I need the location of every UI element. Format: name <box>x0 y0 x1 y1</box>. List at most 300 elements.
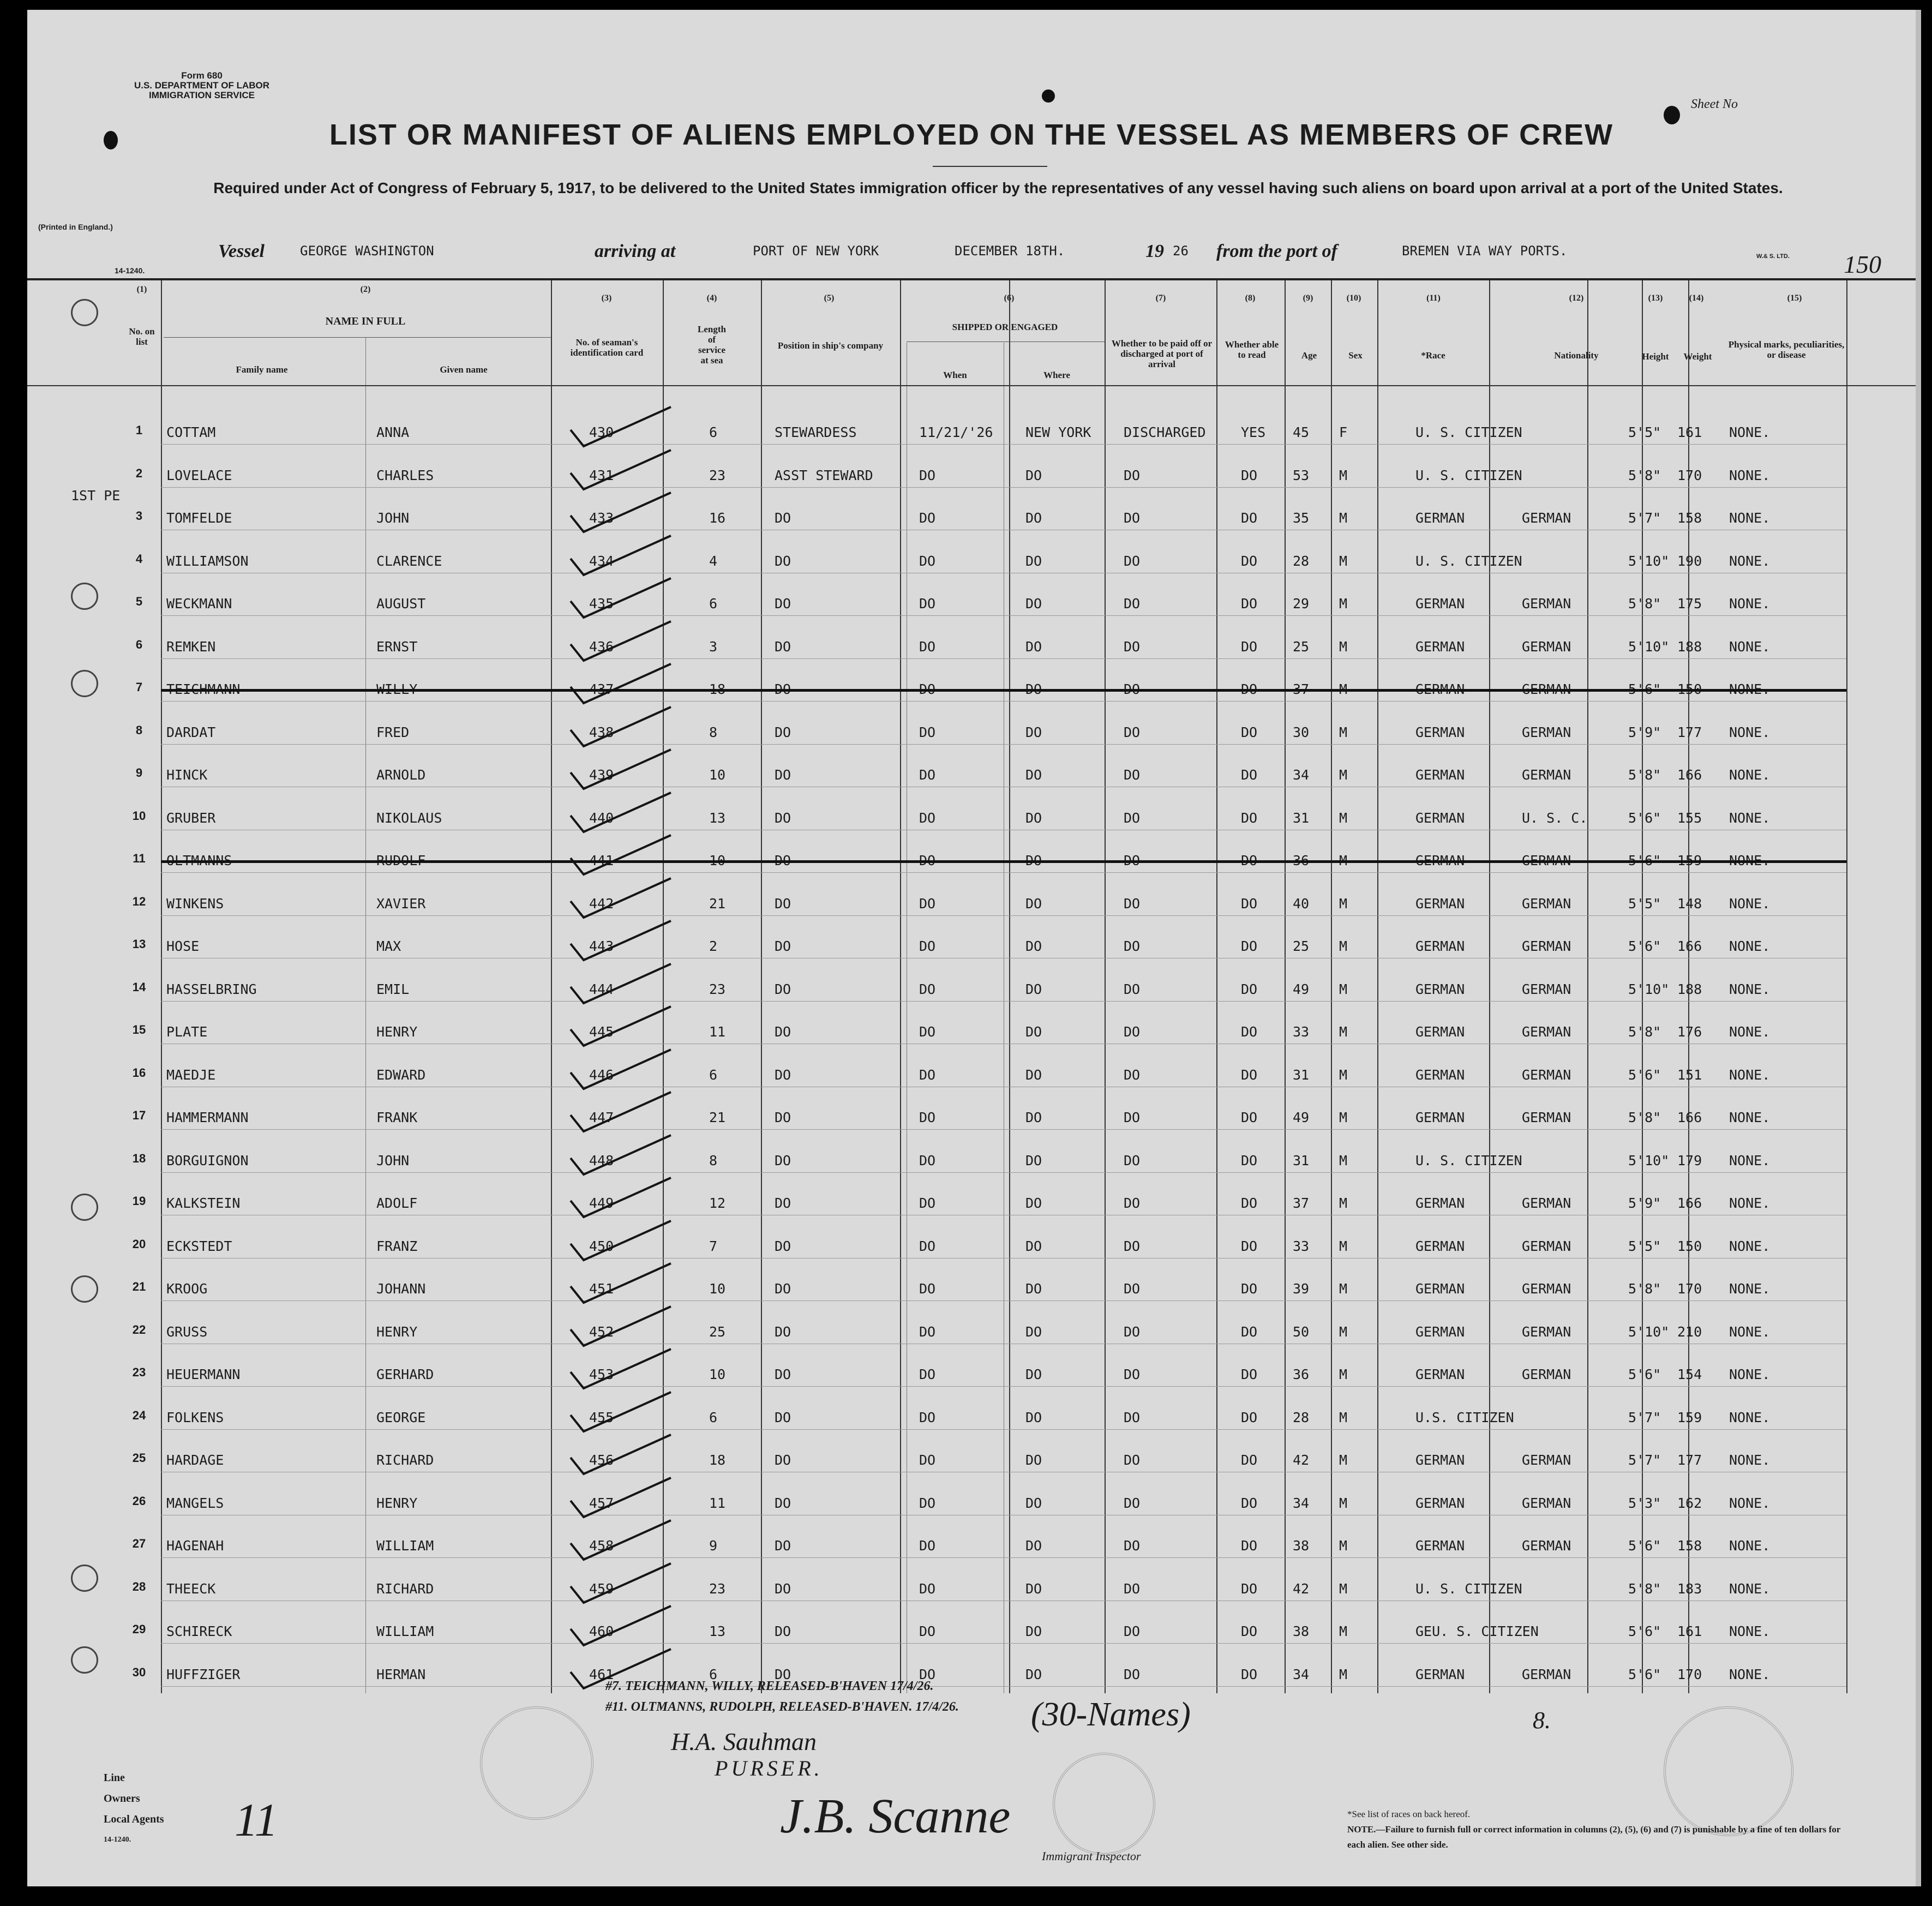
col-rule <box>1285 280 1286 1693</box>
cell-paid: DO <box>1124 638 1141 655</box>
cell-service: 23 <box>709 467 726 483</box>
cell-when: DO <box>919 1152 936 1168</box>
cell-given: WILLIAM <box>376 1538 434 1554</box>
cell-paid: DO <box>1124 553 1141 569</box>
cell-nationality: GERMAN <box>1522 1281 1571 1297</box>
cell-given: FRANZ <box>376 1238 418 1254</box>
col2-given-header: Given name <box>440 364 488 375</box>
cell-where: NEW YORK <box>1025 424 1091 440</box>
col-rule <box>161 280 162 1693</box>
cell-given: HENRY <box>376 1495 418 1511</box>
cell-age: 31 <box>1293 1152 1310 1168</box>
row-rule <box>161 1172 1846 1173</box>
cell-race: GEU. S. CITIZEN <box>1415 1623 1539 1639</box>
cell-read: DO <box>1241 981 1258 997</box>
cell-paid: DO <box>1124 810 1141 826</box>
cell-card: 457 <box>589 1495 614 1511</box>
consulate-stamp <box>1664 1706 1793 1836</box>
cell-read: DO <box>1241 1238 1258 1254</box>
cell-paid: DO <box>1124 1666 1141 1682</box>
cell-sex: M <box>1339 1024 1348 1040</box>
cell-height: 5'10" <box>1628 638 1670 655</box>
row-rule <box>161 1300 1846 1301</box>
cell-family: HUFFZIGER <box>166 1666 241 1682</box>
form-service: IMMIGRATION SERVICE <box>149 90 255 100</box>
cell-position: DO <box>775 1538 791 1554</box>
cell-given: HENRY <box>376 1024 418 1040</box>
cell-when: DO <box>919 1195 936 1211</box>
printed-in-note: (Printed in England.) <box>38 223 113 231</box>
check-mark-icon <box>567 1516 676 1565</box>
cell-read: DO <box>1241 1281 1258 1297</box>
cell-nationality: GERMAN <box>1522 981 1571 997</box>
cell-position: DO <box>775 1452 791 1468</box>
cell-sex: M <box>1339 1580 1348 1597</box>
cell-family: KALKSTEIN <box>166 1195 241 1211</box>
cell-given: EDWARD <box>376 1066 426 1083</box>
cell-service: 9 <box>709 1538 718 1554</box>
col-rule <box>551 280 552 1693</box>
cell-family: HAGENAH <box>166 1538 224 1554</box>
cell-where: DO <box>1025 1666 1042 1682</box>
cell-age: 42 <box>1293 1452 1310 1468</box>
cell-nationality: GERMAN <box>1522 1366 1571 1382</box>
cell-read: YES <box>1241 424 1266 440</box>
cell-read: DO <box>1241 1409 1258 1425</box>
cell-paid: DO <box>1124 767 1141 783</box>
cell-marks: NONE. <box>1729 467 1771 483</box>
cell-marks: NONE. <box>1729 1538 1771 1554</box>
vessel-label: Vessel <box>218 241 265 261</box>
cell-marks: NONE. <box>1729 767 1771 783</box>
check-mark-icon <box>567 1259 676 1308</box>
cell-service: 23 <box>709 1580 726 1597</box>
cell-where: DO <box>1025 1110 1042 1125</box>
cell-family: HARDAGE <box>166 1452 224 1468</box>
cell-race: GERMAN <box>1415 1538 1465 1554</box>
cell-service: 2 <box>709 938 718 954</box>
cell-card: 444 <box>589 981 614 997</box>
cell-height: 5'6" <box>1628 1666 1661 1682</box>
cell-service: 7 <box>709 1238 718 1254</box>
cell-given: ANNA <box>376 424 410 440</box>
cell-family: MANGELS <box>166 1495 224 1511</box>
cell-paid: DO <box>1124 1623 1141 1639</box>
arrival-date: DECEMBER 18TH. <box>955 243 1065 259</box>
row-number: 26 <box>132 1494 146 1508</box>
cell-marks: NONE. <box>1729 1110 1771 1125</box>
col12-header: Nationality <box>1554 350 1599 361</box>
cell-read: DO <box>1241 638 1258 655</box>
cell-where: DO <box>1025 1538 1042 1554</box>
cell-when: DO <box>919 1580 936 1597</box>
col14-number: (14) <box>1689 293 1704 303</box>
cell-height: 5'8" <box>1628 596 1661 612</box>
punch-hole <box>71 299 98 326</box>
cell-family: HINCK <box>166 767 208 783</box>
cell-race: U. S. CITIZEN <box>1415 1152 1522 1168</box>
cell-family: GRUBER <box>166 810 216 826</box>
check-mark-icon <box>567 1559 676 1608</box>
cell-family: DARDAT <box>166 724 216 740</box>
cell-when: DO <box>919 467 936 483</box>
cell-given: RICHARD <box>376 1580 434 1597</box>
row-number: 21 <box>132 1280 146 1293</box>
table-top-rule <box>27 278 1916 280</box>
check-mark-icon <box>567 703 676 752</box>
cell-position: DO <box>775 1152 791 1168</box>
cell-height: 5'6" <box>1628 810 1661 826</box>
cell-nationality: GERMAN <box>1522 1195 1571 1211</box>
row-number: 5 <box>135 595 143 608</box>
cell-sex: M <box>1339 596 1348 612</box>
cell-paid: DO <box>1124 1580 1141 1597</box>
cell-where: DO <box>1025 981 1042 997</box>
check-mark-icon <box>567 531 676 580</box>
col-rule <box>1216 280 1217 1693</box>
cell-sex: M <box>1339 767 1348 783</box>
check-mark-icon <box>567 617 676 666</box>
form-number: Form 680 <box>181 70 223 81</box>
check-mark-icon <box>567 831 676 880</box>
cell-age: 49 <box>1293 981 1310 997</box>
cell-read: DO <box>1241 510 1258 526</box>
col-rule <box>1846 280 1847 1693</box>
cell-given: FRANK <box>376 1110 418 1125</box>
col8-header: Whether able to read <box>1225 339 1279 360</box>
cell-where: DO <box>1025 467 1042 483</box>
check-mark-icon <box>567 1602 676 1651</box>
cell-given: JOHANN <box>376 1281 426 1297</box>
cell-height: 5'10" <box>1628 1323 1670 1340</box>
cell-family: HAMMERMANN <box>166 1110 249 1125</box>
cell-read: DO <box>1241 724 1258 740</box>
cell-sex: M <box>1339 1152 1348 1168</box>
cell-marks: NONE. <box>1729 724 1771 740</box>
cell-where: DO <box>1025 638 1042 655</box>
cell-marks: NONE. <box>1729 1024 1771 1040</box>
cell-weight: 155 <box>1677 810 1702 826</box>
page-number-handwritten: 150 <box>1844 250 1881 278</box>
col-rule <box>761 280 762 1693</box>
cell-read: DO <box>1241 1366 1258 1382</box>
cell-family: WECKMANN <box>166 596 232 612</box>
consulate-stamp <box>480 1706 593 1820</box>
cell-marks: NONE. <box>1729 895 1771 912</box>
cell-family: COTTAM <box>166 424 216 440</box>
col13-number: (13) <box>1648 293 1663 303</box>
cell-given: XAVIER <box>376 895 426 912</box>
cell-age: 33 <box>1293 1238 1310 1254</box>
cell-position: DO <box>775 1066 791 1083</box>
cell-paid: DO <box>1124 1152 1141 1168</box>
cell-height: 5'8" <box>1628 1281 1661 1297</box>
cell-sex: M <box>1339 724 1348 740</box>
cell-read: DO <box>1241 1538 1258 1554</box>
header-bottom-rule <box>27 385 1916 386</box>
cell-card: 430 <box>589 424 614 440</box>
cell-sex: M <box>1339 1066 1348 1083</box>
cell-age: 53 <box>1293 467 1310 483</box>
cell-position: DO <box>775 981 791 997</box>
cell-family: HASSELBRING <box>166 981 257 997</box>
col9-number: (9) <box>1303 293 1313 303</box>
cell-age: 30 <box>1293 724 1310 740</box>
cell-height: 5'3" <box>1628 1495 1661 1511</box>
cell-when: DO <box>919 1066 936 1083</box>
cell-paid: DO <box>1124 1538 1141 1554</box>
cell-age: 34 <box>1293 767 1310 783</box>
cell-weight: 176 <box>1677 1024 1702 1040</box>
cell-sex: M <box>1339 553 1348 569</box>
row-number: 6 <box>135 637 143 651</box>
cell-race: GERMAN <box>1415 596 1465 612</box>
cell-nationality: GERMAN <box>1522 938 1571 954</box>
cell-weight: 190 <box>1677 553 1702 569</box>
punch-hole <box>71 1275 98 1303</box>
cell-paid: DO <box>1124 1110 1141 1125</box>
cell-where: DO <box>1025 1066 1042 1083</box>
cell-card: 438 <box>589 724 614 740</box>
cell-height: 5'6" <box>1628 1366 1661 1382</box>
col6-header: SHIPPED OR ENGAGED <box>952 322 1058 332</box>
footer-code: 14-1240. <box>104 1836 131 1844</box>
cell-marks: NONE. <box>1729 1495 1771 1511</box>
col13-header: Height <box>1642 351 1669 362</box>
cell-service: 6 <box>709 596 718 612</box>
cell-when: DO <box>919 810 936 826</box>
cell-height: 5'6" <box>1628 1538 1661 1554</box>
cell-nationality: GERMAN <box>1522 1452 1571 1468</box>
check-mark-icon <box>567 874 676 923</box>
sub-header-rule <box>164 337 551 338</box>
cell-given: MAX <box>376 938 401 954</box>
cell-when: DO <box>919 981 936 997</box>
cell-when: DO <box>919 510 936 526</box>
cell-paid: DO <box>1124 1281 1141 1297</box>
cell-weight: 170 <box>1677 1281 1702 1297</box>
cell-paid: DO <box>1124 1323 1141 1340</box>
cell-card: 449 <box>589 1195 614 1211</box>
col1-header: No. on list <box>129 326 155 347</box>
cell-service: 11 <box>709 1495 726 1511</box>
cell-where: DO <box>1025 895 1042 912</box>
cell-when: DO <box>919 1323 936 1340</box>
cell-given: RICHARD <box>376 1452 434 1468</box>
cell-marks: NONE. <box>1729 1580 1771 1597</box>
row-rule <box>161 1557 1846 1558</box>
cell-nationality: GERMAN <box>1522 895 1571 912</box>
cell-where: DO <box>1025 1366 1042 1382</box>
cell-race: GERMAN <box>1415 767 1465 783</box>
col-rule <box>1331 280 1332 1693</box>
cell-age: 42 <box>1293 1580 1310 1597</box>
cell-nationality: GERMAN <box>1522 1323 1571 1340</box>
cell-nationality: U. S. C. <box>1522 810 1588 826</box>
cell-where: DO <box>1025 1281 1042 1297</box>
check-mark-icon <box>567 745 676 794</box>
cell-marks: NONE. <box>1729 553 1771 569</box>
row-number: 13 <box>132 937 146 951</box>
check-mark-icon <box>567 1088 676 1137</box>
cell-sex: M <box>1339 467 1348 483</box>
cell-sex: M <box>1339 1323 1348 1340</box>
cell-marks: NONE. <box>1729 1195 1771 1211</box>
cell-family: FOLKENS <box>166 1409 224 1425</box>
cell-age: 39 <box>1293 1281 1310 1297</box>
cell-service: 21 <box>709 1110 726 1125</box>
cell-paid: DO <box>1124 1066 1141 1083</box>
cell-given: GEORGE <box>376 1409 426 1425</box>
margin-note: 1ST PE <box>71 488 121 504</box>
sub-header-rule <box>907 341 1105 342</box>
cell-given: GERHARD <box>376 1366 434 1382</box>
year-prefix: 19 <box>1145 241 1164 261</box>
cell-weight: 177 <box>1677 1452 1702 1468</box>
cell-weight: 188 <box>1677 638 1702 655</box>
cell-age: 34 <box>1293 1495 1310 1511</box>
cell-age: 50 <box>1293 1323 1310 1340</box>
punch-hole <box>1042 89 1055 103</box>
cell-height: 5'9" <box>1628 1195 1661 1211</box>
cell-read: DO <box>1241 810 1258 826</box>
cell-read: DO <box>1241 767 1258 783</box>
cell-marks: NONE. <box>1729 1281 1771 1297</box>
check-mark-icon <box>567 1131 676 1180</box>
cell-height: 5'6" <box>1628 1066 1661 1083</box>
cell-paid: DO <box>1124 510 1141 526</box>
cell-paid: DO <box>1124 1366 1141 1382</box>
cell-height: 5'7" <box>1628 1452 1661 1468</box>
vessel-name: GEORGE WASHINGTON <box>300 243 434 259</box>
row-rule <box>161 872 1846 873</box>
cell-where: DO <box>1025 553 1042 569</box>
row-rule <box>161 444 1846 445</box>
check-mark-icon <box>567 1216 676 1266</box>
row-rule <box>161 1129 1846 1130</box>
row-rule <box>161 615 1846 616</box>
cell-position: DO <box>775 1366 791 1382</box>
total-names: (30-Names) <box>1031 1696 1191 1733</box>
cell-weight: 158 <box>1677 510 1702 526</box>
punch-hole <box>71 1646 98 1674</box>
cell-when: DO <box>919 1409 936 1425</box>
cell-race: GERMAN <box>1415 1110 1465 1125</box>
cell-paid: DO <box>1124 1452 1141 1468</box>
row-rule <box>161 1429 1846 1430</box>
cell-race: U.S. CITIZEN <box>1415 1409 1514 1425</box>
cell-marks: NONE. <box>1729 596 1771 612</box>
cell-family: THEECK <box>166 1580 216 1597</box>
cell-where: DO <box>1025 1580 1042 1597</box>
cell-given: HENRY <box>376 1323 418 1340</box>
cell-height: 5'5" <box>1628 424 1661 440</box>
row-rule <box>161 701 1846 702</box>
col11-number: (11) <box>1426 293 1441 303</box>
cell-where: DO <box>1025 724 1042 740</box>
cell-card: 434 <box>589 553 614 569</box>
row-number: 4 <box>135 552 143 566</box>
cell-card: 455 <box>589 1409 614 1425</box>
cell-paid: DO <box>1124 1495 1141 1511</box>
cell-race: GERMAN <box>1415 1066 1465 1083</box>
cell-paid: DO <box>1124 938 1141 954</box>
cell-height: 5'8" <box>1628 467 1661 483</box>
row-rule <box>161 1643 1846 1644</box>
cell-where: DO <box>1025 1195 1042 1211</box>
cell-where: DO <box>1025 767 1042 783</box>
cell-marks: NONE. <box>1729 1152 1771 1168</box>
cell-race: GERMAN <box>1415 938 1465 954</box>
cell-weight: 161 <box>1677 1623 1702 1639</box>
cell-when: DO <box>919 1666 936 1682</box>
cell-family: WINKENS <box>166 895 224 912</box>
cell-weight: 166 <box>1677 1110 1702 1125</box>
from-port-label: from the port of <box>1216 241 1337 261</box>
col6-number: (6) <box>1004 293 1015 303</box>
cell-read: DO <box>1241 1152 1258 1168</box>
strike-through-line <box>161 860 1846 863</box>
row-rule <box>161 744 1846 745</box>
cell-height: 5'6" <box>1628 938 1661 954</box>
col-rule <box>1489 280 1490 1693</box>
cell-when: DO <box>919 1110 936 1125</box>
cell-height: 5'9" <box>1628 724 1661 740</box>
cell-age: 28 <box>1293 553 1310 569</box>
punch-hole <box>71 1194 98 1221</box>
cell-race: GERMAN <box>1415 724 1465 740</box>
row-number: 2 <box>135 466 143 480</box>
cell-service: 3 <box>709 638 718 655</box>
cell-weight: 177 <box>1677 724 1702 740</box>
cell-sex: M <box>1339 938 1348 954</box>
check-mark-icon <box>567 446 676 495</box>
cell-family: KROOG <box>166 1281 208 1297</box>
cell-when: DO <box>919 553 936 569</box>
cell-race: GERMAN <box>1415 1024 1465 1040</box>
check-mark-icon <box>567 488 676 537</box>
cell-card: 450 <box>589 1238 614 1254</box>
cell-given: ERNST <box>376 638 418 655</box>
cell-service: 13 <box>709 1623 726 1639</box>
tally-mark: 11 <box>235 1794 278 1846</box>
cell-position: DO <box>775 938 791 954</box>
cell-given: ARNOLD <box>376 767 426 783</box>
cell-card: 433 <box>589 510 614 526</box>
cell-position: DO <box>775 810 791 826</box>
row-number: 19 <box>132 1194 146 1208</box>
cell-family: HEUERMANN <box>166 1366 241 1382</box>
inspector-label: Immigrant Inspector <box>1042 1849 1141 1863</box>
col4-header: Length of service at sea <box>698 324 726 365</box>
cell-position: DO <box>775 596 791 612</box>
col7-number: (7) <box>1155 293 1166 303</box>
cell-age: 29 <box>1293 596 1310 612</box>
cell-nationality: GERMAN <box>1522 1666 1571 1682</box>
cell-paid: DO <box>1124 596 1141 612</box>
cell-service: 25 <box>709 1323 726 1340</box>
check-mark-icon <box>567 788 676 837</box>
vessel-line <box>27 239 1916 272</box>
cell-nationality: GERMAN <box>1522 1110 1571 1125</box>
cell-marks: NONE. <box>1729 1366 1771 1382</box>
cell-nationality: GERMAN <box>1522 767 1571 783</box>
cell-marks: NONE. <box>1729 510 1771 526</box>
cell-read: DO <box>1241 1195 1258 1211</box>
cell-position: DO <box>775 1323 791 1340</box>
cell-sex: M <box>1339 1452 1348 1468</box>
cell-where: DO <box>1025 596 1042 612</box>
